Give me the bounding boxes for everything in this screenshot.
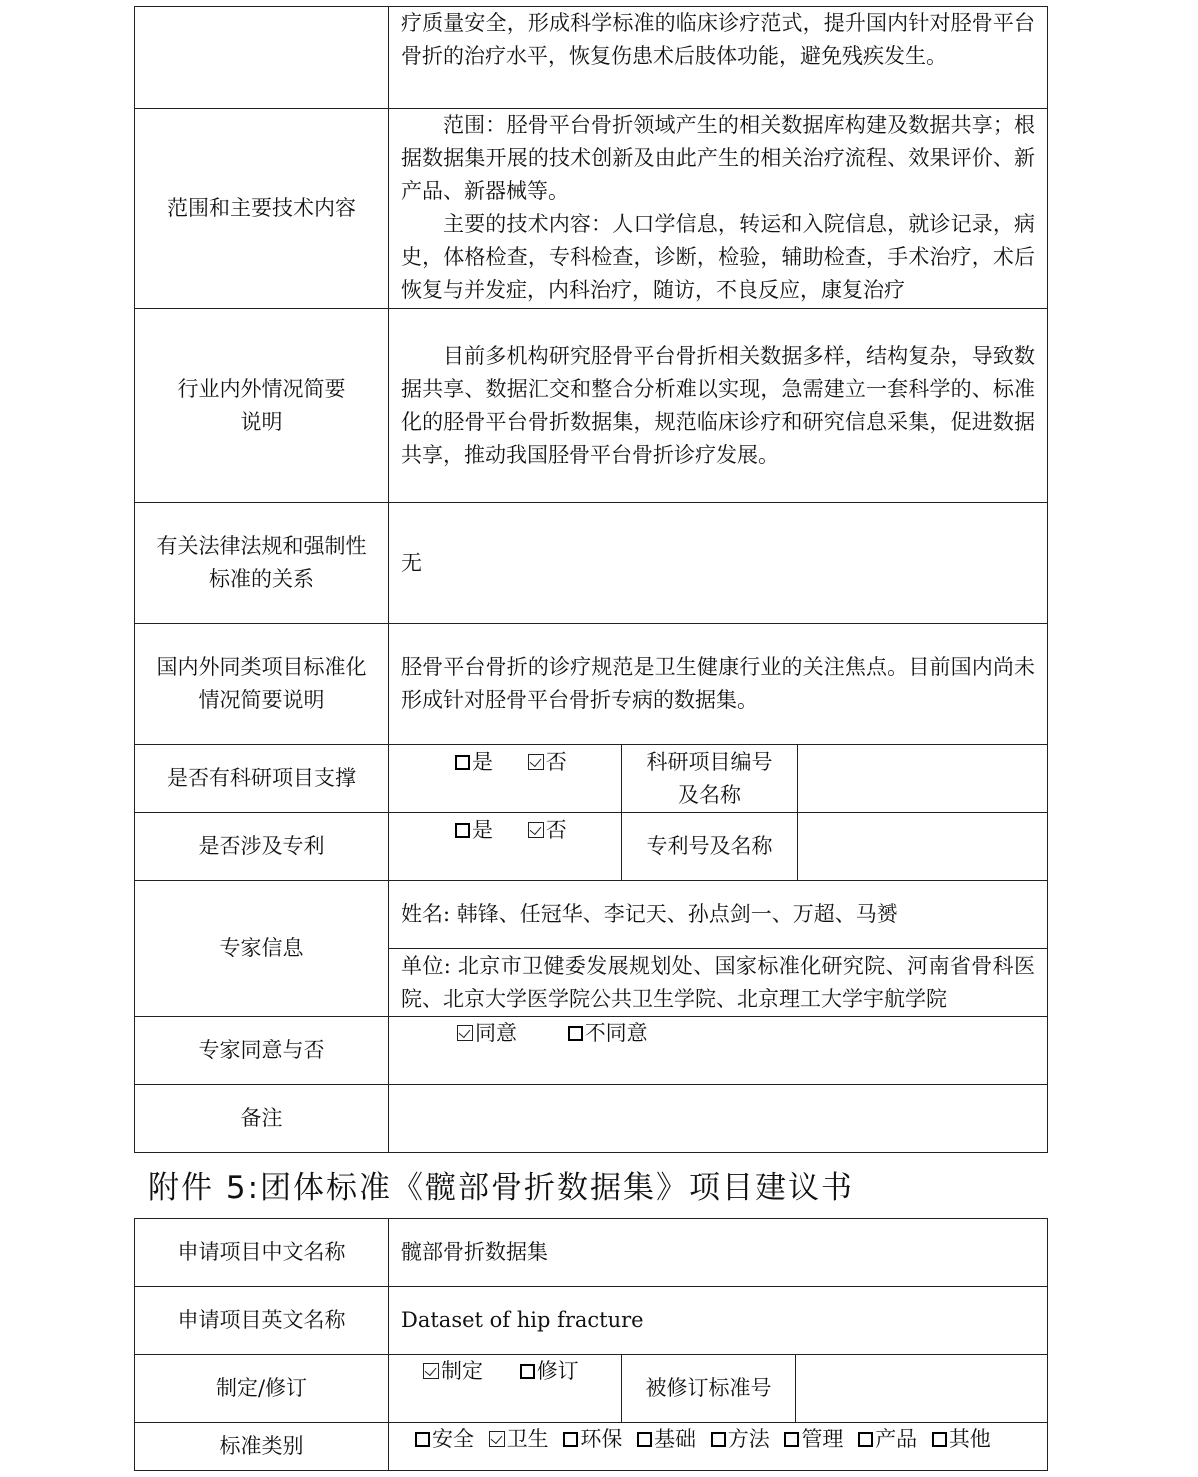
checkbox-unchecked-icon	[455, 755, 470, 770]
similar-label	[135, 624, 389, 745]
consent-label: 专家同意与否	[135, 1017, 389, 1085]
revise-revise-option[interactable]	[520, 1355, 579, 1388]
category-option-label: 卫生	[506, 1427, 549, 1451]
continued-text-cell	[389, 7, 1048, 109]
row-cn-name	[135, 1219, 1048, 1287]
checkbox-checked-icon	[423, 1363, 439, 1379]
experts-units: 单位: 北京市卫健委发展规划处、国家标准化研究院、河南省骨科医院、北京大学医学院公共卫生学院、北京理工大学宇航学院	[389, 949, 1048, 1017]
patent-sub-label: 专利号及名称	[622, 813, 798, 881]
patent-no-option[interactable]	[528, 814, 567, 847]
research-sub-label-line1: 科研项目编号	[646, 749, 773, 774]
en-name-label: 申请项目英文名称	[135, 1287, 389, 1355]
category-option-environment[interactable]	[563, 1423, 622, 1456]
checkbox-unchecked-icon	[415, 1432, 430, 1447]
category-option-health[interactable]	[489, 1423, 549, 1456]
category-option-label: 基础	[654, 1427, 697, 1451]
row-research	[135, 745, 1048, 813]
checkbox-unchecked-icon	[563, 1432, 578, 1447]
consent-disagree-label: 不同意	[584, 1021, 648, 1045]
row-similar	[135, 624, 1048, 745]
patent-no-label: 否	[545, 818, 567, 842]
row-continued	[135, 7, 1048, 109]
industry-label-line1: 行业内外情况简要	[177, 376, 346, 401]
similar-label-line1: 国内外同类项目标准化	[156, 655, 367, 679]
attachment-heading: 附件 5:团体标准《髋部骨折数据集》项目建议书	[148, 1170, 855, 1206]
checkbox-unchecked-icon	[568, 1026, 583, 1041]
checkbox-unchecked-icon	[711, 1432, 726, 1447]
category-option-label: 其他	[948, 1427, 991, 1451]
patent-label: 是否涉及专利	[135, 813, 389, 881]
row-consent	[135, 1017, 1048, 1085]
revise-make-label: 制定	[441, 1359, 483, 1383]
revise-revise-label: 修订	[536, 1359, 579, 1383]
category-option-label: 方法	[727, 1427, 770, 1451]
checkbox-unchecked-icon	[455, 823, 470, 838]
research-no-label: 否	[545, 750, 567, 774]
consent-options	[389, 1017, 1048, 1085]
research-no-option[interactable]	[528, 746, 567, 779]
patent-value	[798, 813, 1048, 881]
revise-make-option[interactable]	[423, 1355, 483, 1388]
experts-label: 专家信息	[135, 881, 389, 1017]
row-remark	[135, 1085, 1048, 1153]
category-option-basic[interactable]	[637, 1423, 696, 1456]
category-option-safety[interactable]	[415, 1423, 474, 1456]
category-option-label: 环保	[580, 1427, 623, 1451]
industry-content	[389, 309, 1048, 503]
category-option-label: 管理	[801, 1427, 844, 1451]
row-law	[135, 503, 1048, 624]
revise-sub-label: 被修订标准号	[622, 1355, 796, 1423]
scope-para-2: 主要的技术内容：人口学信息，转运和入院信息，就诊记录，病史，体格检查，专科检查，诊断，检验，辅助检查，手术治疗，术后恢复与并发症，内科治疗，随访，不良反应，康复治疗	[401, 212, 1036, 302]
consent-agree-label: 同意	[475, 1021, 517, 1045]
cn-name-label: 申请项目中文名称	[135, 1219, 389, 1287]
row-scope	[135, 109, 1048, 309]
checkbox-unchecked-icon	[932, 1432, 947, 1447]
law-label-line2: 标准的关系	[209, 567, 314, 591]
similar-text: 胫骨平台骨折的诊疗规范是卫生健康行业的关注焦点。目前国内尚未形成针对胫骨平台骨折专病的数据集。	[401, 655, 1036, 712]
revise-label: 制定/修订	[135, 1355, 389, 1423]
row-experts-names	[135, 881, 1048, 949]
scope-para-1: 范围：胫骨平台骨折领域产生的相关数据库构建及数据共享；根据数据集开展的技术创新及由此产生的相关治疗流程、效果评价、新产品、新器械等。	[401, 113, 1036, 203]
checkbox-unchecked-icon	[520, 1364, 535, 1379]
revise-value	[796, 1355, 1048, 1423]
research-label: 是否有科研项目支撑	[135, 745, 389, 813]
row-en-name	[135, 1287, 1048, 1355]
checkbox-checked-icon	[528, 822, 544, 838]
research-options	[389, 745, 622, 813]
checkbox-checked-icon	[457, 1025, 473, 1041]
row-category	[135, 1423, 1048, 1471]
row-industry	[135, 309, 1048, 503]
industry-label-line2: 说明	[240, 409, 283, 434]
continued-text: 疗质量安全，形成科学标准的临床诊疗范式，提升国内针对胫骨平台骨折的治疗水平，恢复伤患术后肢体功能，避免残疾发生。	[401, 11, 1036, 68]
category-option-label: 产品	[875, 1427, 918, 1451]
law-label	[135, 503, 389, 624]
research-sub-label-line2: 及名称	[678, 782, 741, 807]
consent-disagree-option[interactable]	[568, 1017, 648, 1050]
category-label: 标准类别	[135, 1423, 389, 1471]
checkbox-unchecked-icon	[637, 1432, 652, 1447]
checkbox-checked-icon	[489, 1431, 505, 1447]
consent-agree-option[interactable]	[457, 1017, 517, 1050]
law-value: 无	[389, 503, 1048, 624]
research-sub-label	[622, 745, 798, 813]
industry-text: 目前多机构研究胫骨平台骨折相关数据多样，结构复杂，导致数据共享、数据汇交和整合分析难以实现，急需建立一套科学的、标准化的胫骨平台骨折数据集，规范临床诊疗和研究信息采集，促进数据共享，推动我国胫骨平台骨折诊疗发展。	[401, 343, 1036, 467]
patent-yes-option[interactable]	[455, 814, 493, 847]
category-option-method[interactable]	[711, 1423, 770, 1456]
proposal-table-1	[134, 6, 1048, 1153]
patent-options	[389, 813, 622, 881]
scope-content	[389, 109, 1048, 309]
proposal-table-2	[134, 1218, 1048, 1471]
similar-label-line2: 情况简要说明	[198, 688, 325, 712]
checkbox-unchecked-icon	[784, 1432, 799, 1447]
row-patent	[135, 813, 1048, 881]
empty-label-cell	[135, 7, 389, 109]
similar-content	[389, 624, 1048, 745]
scope-label: 范围和主要技术内容	[135, 109, 389, 309]
revise-options	[389, 1355, 622, 1423]
remark-label: 备注	[135, 1085, 389, 1153]
law-label-line1: 有关法律法规和强制性	[156, 534, 367, 558]
patent-yes-label: 是	[472, 818, 493, 842]
research-yes-option[interactable]	[455, 746, 493, 779]
research-yes-label: 是	[472, 750, 493, 774]
checkbox-unchecked-icon	[858, 1432, 873, 1447]
category-option-product[interactable]	[858, 1423, 917, 1456]
experts-names: 姓名: 韩锋、任冠华、李记天、孙点剑一、万超、马赟	[389, 881, 1048, 949]
category-options	[389, 1423, 1048, 1471]
en-name-value: Dataset of hip fracture	[389, 1287, 1048, 1355]
cn-name-value: 髋部骨折数据集	[389, 1219, 1048, 1287]
research-value	[798, 745, 1048, 813]
category-option-management[interactable]	[784, 1423, 843, 1456]
row-revise	[135, 1355, 1048, 1423]
category-option-other[interactable]	[932, 1423, 991, 1456]
checkbox-checked-icon	[528, 754, 544, 770]
remark-value	[389, 1085, 1048, 1153]
industry-label	[135, 309, 389, 503]
category-option-label: 安全	[432, 1427, 474, 1451]
